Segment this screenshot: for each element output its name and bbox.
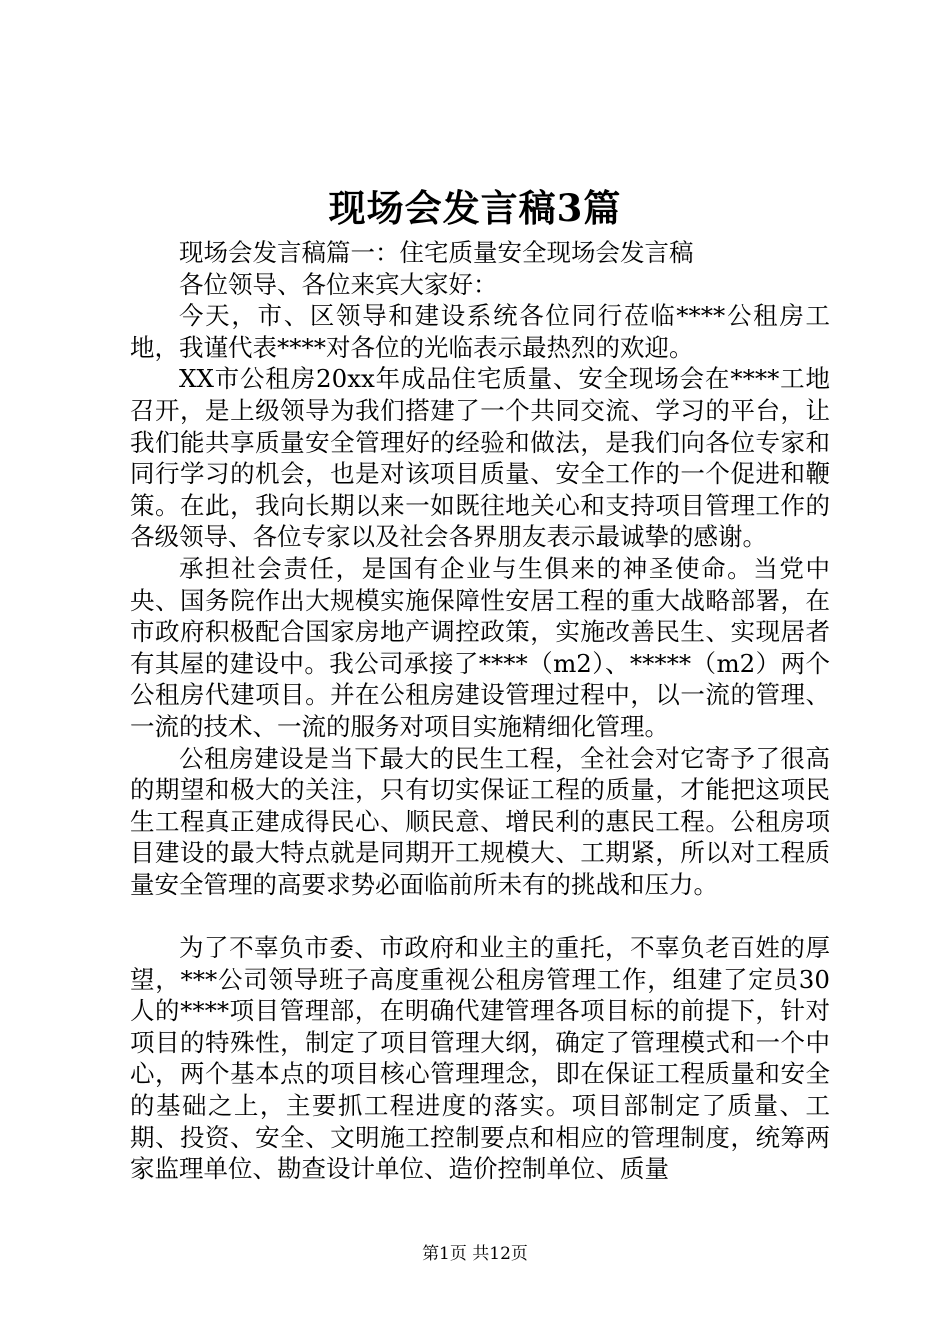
page-number-footer: 第1页 共12页 [422, 1244, 528, 1264]
paragraph-management: 为了不辜负市委、市政府和业主的重托，不辜负老百姓的厚望，***公司领导班子高度重视公租房管理工作，组建了定员30人的****项目管理部，在明确代建管理各项目标的前提下，针对项目的特殊性，制定了项目管理大纲，确定了管理模式和一个中心，两个基本点的项目核心管理理念，即在保证工程质量和安全的基础之上，主要抓工程进度的落实。项目部制定了质量、工期、投资、安全、文明施工控制要点和相应的管理制度，统筹两家监理单位、勘查设计单位、造价控制单位、质量 [130, 933, 830, 1184]
paragraph-meeting: XX市公租房20xx年成品住宅质量、安全现场会在****工地召开，是上级领导为我们搭建了一个共同交流、学习的平台，让我们能共享质量安全管理好的经验和做法，是我们向各位专家和同行学习的机会，也是对该项目质量、安全工作的一个促进和鞭策。在此，我向长期以来一如既往地关心和支持项目管理工作的各级领导、各位专家以及社会各界朋友表示最诚挚的感谢。 [130, 364, 830, 552]
document-title: 现场会发言稿3篇 [328, 186, 622, 230]
document-body [130, 237, 830, 1185]
paragraph-welcome: 今天，市、区领导和建设系统各位同行莅临****公租房工地，我谨代表****对各位的光临表示最热烈的欢迎。 [130, 301, 830, 362]
paragraph-spacer [130, 900, 830, 932]
paragraph-livelihood: 公租房建设是当下最大的民生工程，全社会对它寄予了很高的期望和极大的关注，只有切实保证工程的质量，才能把这项民生工程真正建成得民心、顺民意、增民利的惠民工程。公租房项目建设的最大特点就是同期开工规模大、工期紧，所以对工程质量安全管理的高要求势必面临前所未有的挑战和压力。 [130, 743, 830, 899]
paragraph-greeting: 各位领导、各位来宾大家好： [179, 269, 498, 299]
paragraph-responsibility: 承担社会责任，是国有企业与生俱来的神圣使命。当党中央、国务院作出大规模实施保障性安居工程的重大战略部署，在市政府积极配合国家房地产调控政策，实施改善民生、实现居者有其屋的建设中。我公司承接了****（m2）、*****（m2）两个公租房代建项目。并在公租房建设管理过程中，以一流的管理、一流的技术、一流的服务对项目实施精细化管理。 [130, 553, 830, 741]
paragraph-subtitle: 现场会发言稿篇一：住宅质量安全现场会发言稿 [179, 238, 694, 267]
